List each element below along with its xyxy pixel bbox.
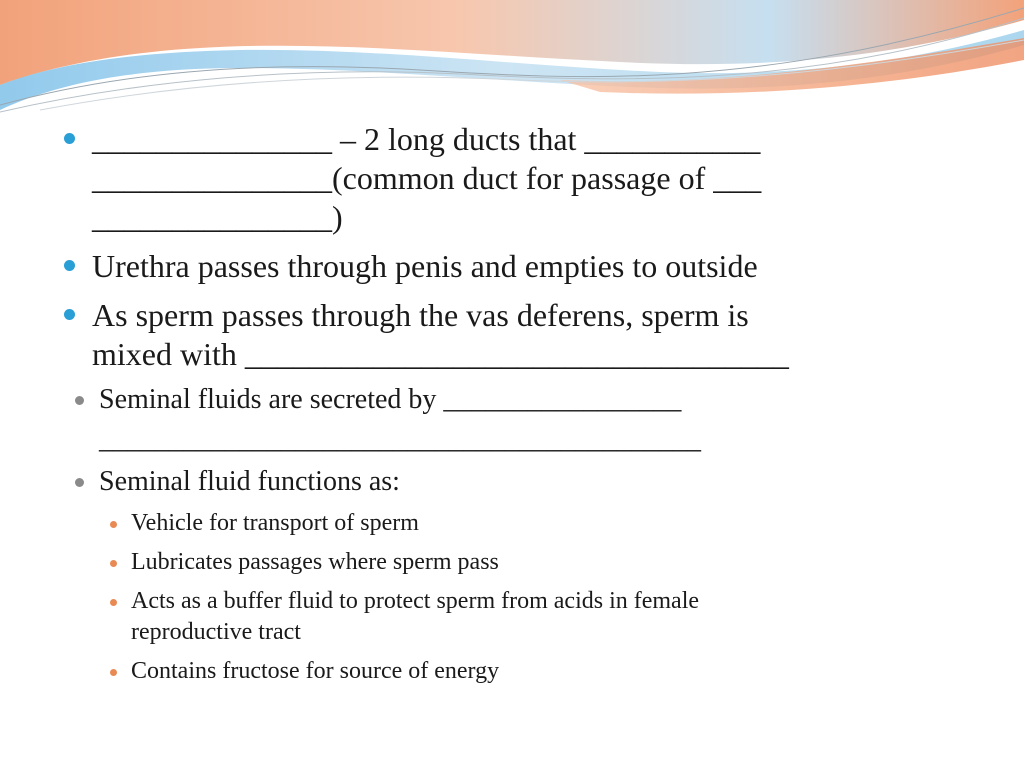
bullet-text-line: mixed with __________________________________ (92, 336, 789, 372)
sub-bullet-item (58, 380, 958, 460)
sub-sub-bullet-text-line: Contains fructose for source of energy (131, 658, 500, 684)
sub-sub-bullet-dot-icon (110, 599, 117, 606)
slide-body (58, 112, 958, 687)
sub-sub-bullet-item (58, 547, 958, 578)
decorative-wave-banner (0, 0, 1024, 130)
bullet-text-line: _______________(common duct for passage of ___ (92, 160, 762, 196)
sub-bullet-text-line: Seminal fluids are secreted by _________________ (99, 384, 682, 415)
bullet-item (58, 247, 958, 286)
sub-sub-bullet-text-line: Acts as a buffer fluid to protect sperm from acids in female (131, 588, 700, 614)
sub-sub-bullet-item (58, 586, 958, 648)
sub-sub-bullet-list (58, 508, 958, 687)
bullet-text-line: _______________ – 2 long ducts that ___________ (92, 121, 761, 157)
bullet-text-line: _______________) (92, 199, 343, 235)
sub-sub-bullet-dot-icon (110, 560, 117, 567)
sub-sub-bullet-text-line: Vehicle for transport of sperm (131, 510, 419, 536)
bullet-dot-icon (64, 133, 75, 144)
bullet-item (58, 120, 958, 237)
sub-sub-bullet-text-line: Lubricates passages where sperm pass (131, 549, 499, 575)
bullet-list (58, 120, 958, 374)
bullet-dot-icon (64, 260, 75, 271)
sub-bullet-text-line: ___________________________________________ (99, 424, 701, 455)
sub-bullet-item (58, 462, 958, 502)
sub-sub-bullet-item (58, 508, 958, 539)
sub-bullet-text-line: Seminal fluid functions as: (99, 466, 400, 497)
bullet-text-line: Urethra passes through penis and empties to outside (92, 248, 758, 284)
bullet-item (58, 296, 958, 374)
sub-bullet-list (58, 380, 958, 502)
sub-bullet-dot-icon (75, 396, 84, 405)
bullet-dot-icon (64, 309, 75, 320)
sub-sub-bullet-item (58, 656, 958, 687)
bullet-text-line: As sperm passes through the vas deferens, sperm is (92, 297, 749, 333)
sub-bullet-dot-icon (75, 478, 84, 487)
sub-sub-bullet-dot-icon (110, 669, 117, 676)
sub-sub-bullet-text-line: reproductive tract (131, 619, 301, 645)
sub-sub-bullet-dot-icon (110, 521, 117, 528)
